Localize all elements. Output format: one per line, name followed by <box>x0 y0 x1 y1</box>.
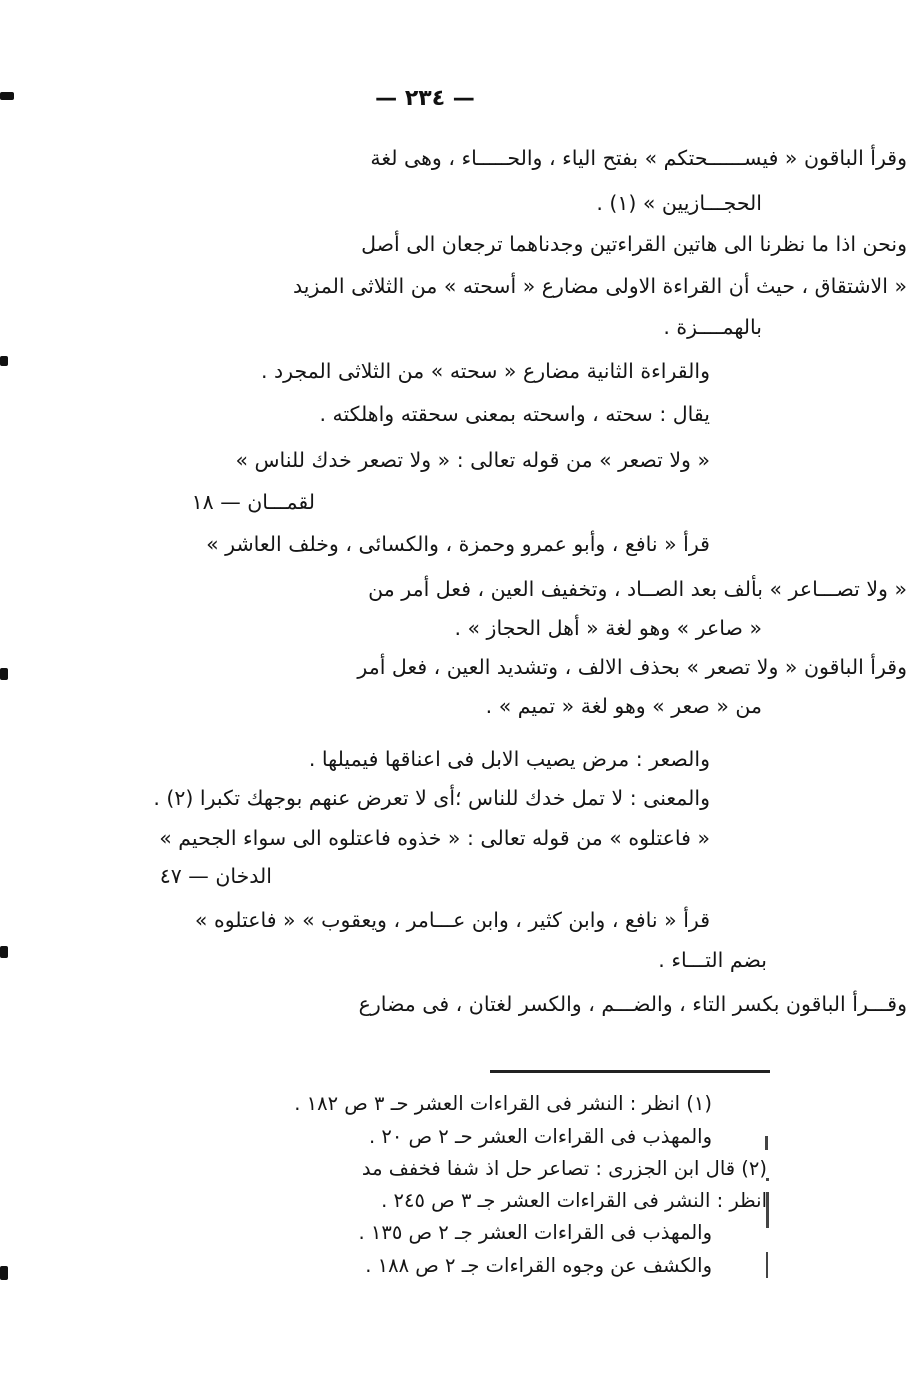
surah-reference: لقمـــان — ١٨ <box>191 490 315 514</box>
text-line: والصعر : مرض يصيب الابل فى اعناقها فيميلها . <box>308 747 710 771</box>
text-line: « صاعر » وهو لغة « أهل الحجاز » . <box>454 616 762 640</box>
text-line: يقال : سحته ، واسحته بمعنى سحقته واهلكته . <box>319 402 710 426</box>
text-line: قرأ « نافع ، وأبو عمرو وحمزة ، والكسائى ، وخلف العاشر » <box>206 532 710 556</box>
text-line: ونحن اذا ما نظرنا الى هاتين القراءتين وجدناهما ترجعان الى أصل <box>361 232 907 256</box>
scan-mark <box>0 668 8 680</box>
text-line: من « صعر » وهو لغة « تميم » . <box>485 694 762 718</box>
footnote-line: (١) انظر : النشر فى القراءات العشر حـ ٣ ص ١٨٢ . <box>294 1092 712 1115</box>
text-line: وقـــرأ الباقون بكسر التاء ، والضـــم ، والكسر لغتان ، فى مضارع <box>358 992 907 1016</box>
footnote-line: والمهذب فى القراءات العشر جـ ٢ ص ١٣٥ . <box>358 1221 712 1244</box>
surah-reference: الدخان — ٤٧ <box>159 864 272 888</box>
scan-mark <box>0 1266 8 1280</box>
footnote-line: انظر : النشر فى القراءات العشر جـ ٣ ص ٢٤٥ . <box>381 1189 767 1212</box>
text-line: الحجـــازيين » (١) . <box>596 191 762 215</box>
text-line: « ولا تصعر » من قوله تعالى : « ولا تصعر خدك للناس » <box>235 448 710 472</box>
scan-mark <box>0 946 8 958</box>
footnote-line: والمهذب فى القراءات العشر حـ ٢ ص ٢٠ . <box>368 1125 712 1148</box>
text-line: قرأ « نافع ، وابن كثير ، وابن عـــامر ، ويعقوب » « فاعتلوه » <box>194 908 710 932</box>
scan-mark <box>0 92 14 100</box>
footnote-separator <box>490 1070 770 1073</box>
text-line: والمعنى : لا تمل خدك للناس ؛أى لا تعرض عنهم بوجهك تكبرا (٢) . <box>153 786 710 810</box>
text-line: والقراءة الثانية مضارع « سحته » من الثلاثى المجرد . <box>260 359 710 383</box>
page-number: — ٢٣٤ — <box>375 86 475 111</box>
text-line: بالهمــــزة . <box>663 315 762 339</box>
scan-speck <box>766 1252 768 1278</box>
scan-mark <box>0 356 8 366</box>
text-line: « الاشتقاق ، حيث أن القراءة الاولى مضارع « أسحته » من الثلاثى المزيد <box>292 274 907 298</box>
text-line: وقرأ الباقون « فيســــــحتكم » بفتح الياء ، والحـــــاء ، وهى لغة <box>370 146 907 170</box>
footnote-line: والكشف عن وجوه القراءات جـ ٢ ص ١٨٨ . <box>365 1254 712 1277</box>
text-line: وقرأ الباقون « ولا تصعر » بحذف الالف ، وتشديد العين ، فعل أمر <box>357 655 907 679</box>
text-line: بضم التـــاء . <box>658 948 767 972</box>
footnote-line: (٢) قال ابن الجزرى : تصاعر حل اذ شفا فخفف مد <box>361 1157 767 1180</box>
scan-speck <box>765 1136 768 1150</box>
text-line: « فاعتلوه » من قوله تعالى : « خذوه فاعتلوه الى سواء الجحيم » <box>159 826 710 850</box>
text-line: « ولا تصـــاعر » بألف بعد الصــاد ، وتخفيف العين ، فعل أمر من <box>368 577 907 601</box>
